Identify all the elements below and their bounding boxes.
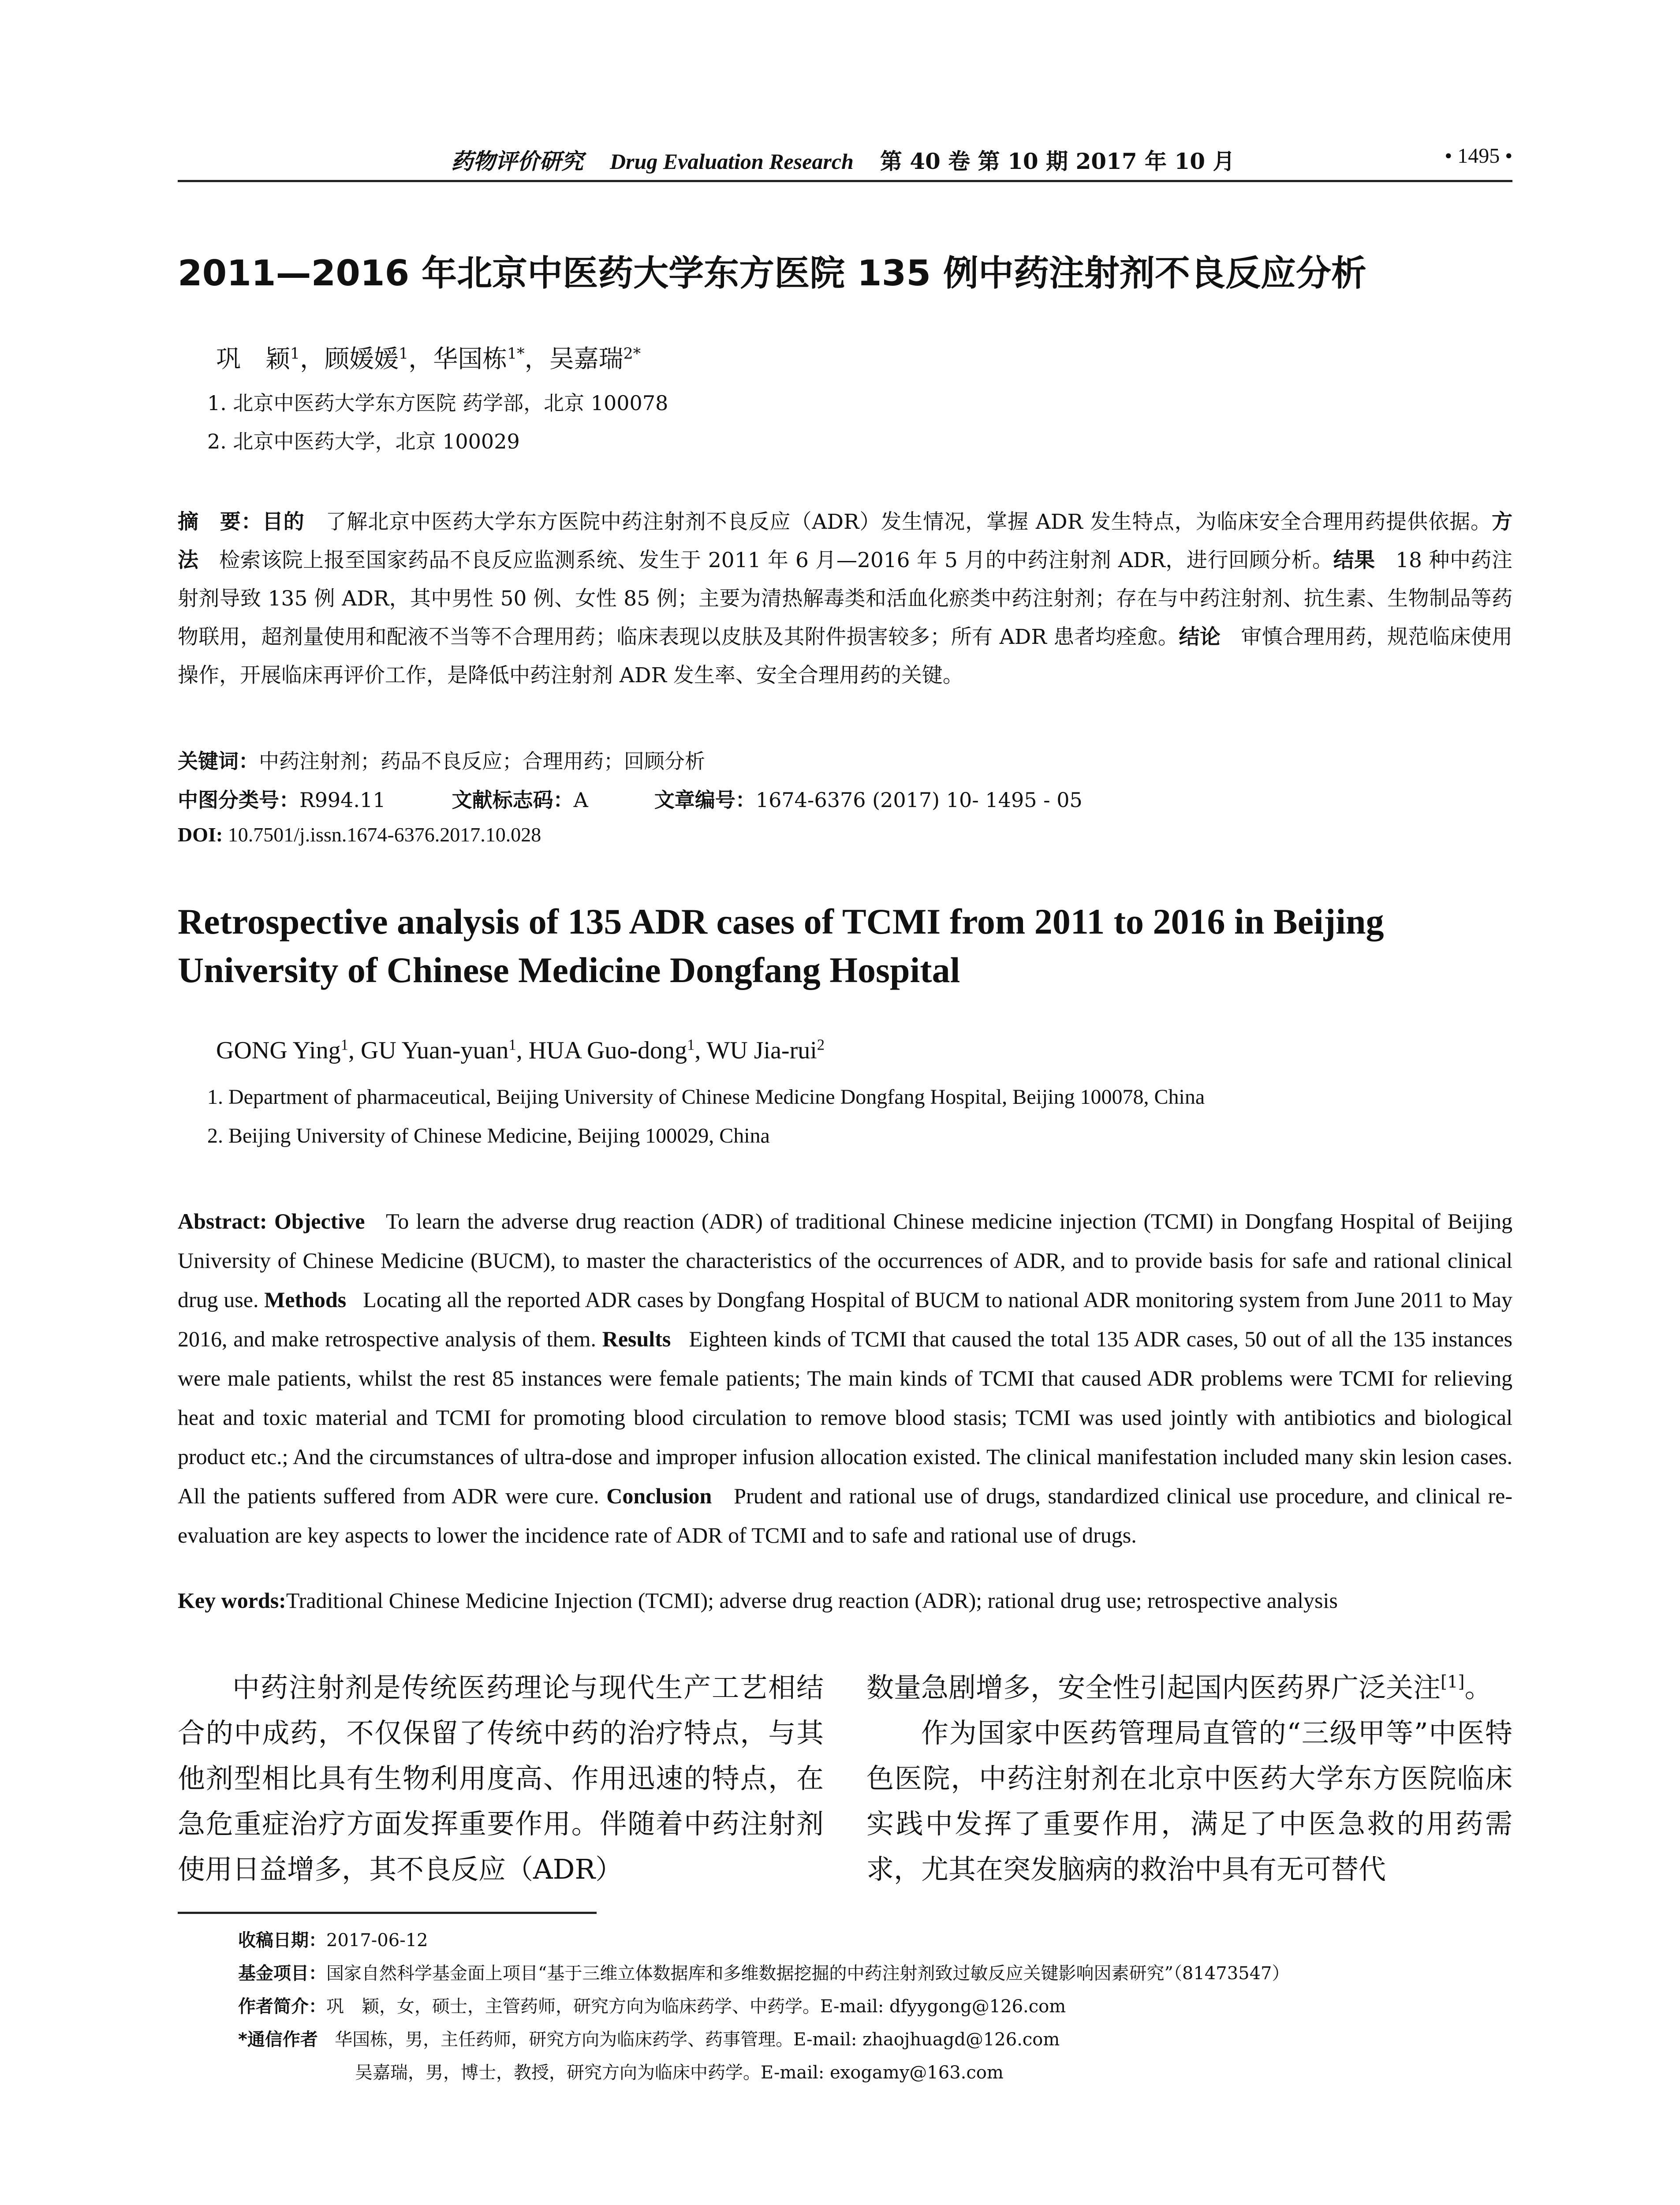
objective-label: 目的 (262, 510, 305, 534)
author-name: GU Yuan-yuan (360, 1037, 509, 1064)
chinese-keywords (178, 745, 705, 774)
author-affil-mark: 2* (623, 345, 641, 363)
chinese-affiliation-1: 1. 北京中医药大学东方医院 药学部，北京 100078 (207, 391, 668, 415)
results-text: 18 种中药注射剂导致 135 例 ADR，其中男性 50 例、女性 85 例；主要为清热解毒类和活血化瘀类中药注射剂；存在与中药注射剂、抗生素、生物制品等药物联用，超剂量使用和配液不当等不合理用药；临床表现以皮肤及其附件损害较多；所有 ADR 患者均痊愈。 (178, 548, 1513, 649)
chinese-authors: 巩 颖$^1$，顾媛媛$^1$，华国栋$^{1*}$，吴嘉瑞$^{2*}$ (216, 345, 641, 374)
abstract-label: Abstract: (178, 1209, 267, 1233)
clc-value: R994.11 (299, 788, 386, 812)
abstract-label: 摘 要： (178, 510, 262, 534)
body-paragraph (866, 1665, 1512, 1710)
body-column-right (866, 1665, 1512, 1892)
doc-code-value: A (573, 788, 588, 812)
author-name: 顾媛媛 (325, 345, 399, 374)
footnote-received (238, 1926, 428, 1951)
body-column-left: 中药注射剂是传统医药理论与现代生产工艺相结合的中成药，不仅保留了传统中药的治疗特点，与其他剂型相比具有生物利用度高、作用迅速的特点，在急危重症治疗方面发挥重要作用。伴随着中药注射剂使用日益增多，其不良反应（ADR） (178, 1671, 824, 1885)
author-affil-mark: 1* (507, 345, 525, 363)
author-info-label: 作者简介： (238, 1996, 326, 2017)
page-number: • 1495 • (1445, 144, 1512, 168)
received-label: 收稿日期： (238, 1930, 326, 1951)
author-affil-mark: 1 (687, 1036, 695, 1054)
keywords-label: 关键词： (178, 749, 259, 773)
doi-line (178, 823, 541, 846)
author-name: 吴嘉瑞 (549, 345, 623, 374)
footnote-fund (238, 1959, 1290, 1984)
clc-label: 中图分类号： (178, 788, 299, 812)
author-name: 华国栋 (433, 345, 508, 374)
english-affiliation-1: 1. Department of pharmaceutical, Beijing University of Chinese Medicine Dongfang Hospital, Beijing 100078, China (207, 1085, 1205, 1109)
corresponding-author-1: 华国栋，男，主任药师，研究方向为临床药学、药事管理。E-mail: zhaojhuagd@126.com (335, 2029, 1060, 2050)
methods-label: Methods (264, 1287, 347, 1312)
chinese-affiliation-2: 2. 北京中医药大学，北京 100029 (207, 430, 520, 453)
received-date: 2017-06-12 (326, 1930, 428, 1951)
author-affil-mark: 1 (508, 1036, 516, 1054)
footnote-author (238, 1992, 1066, 2018)
conclusion-label: Conclusion (606, 1484, 712, 1508)
body-text: 。 (1464, 1671, 1492, 1704)
methods-text: 检索该院上报至国家药品不良反应监测系统、发生于 2011 年 6 月—2016 年 5 月的中药注射剂 ADR，进行回顾分析。 (219, 548, 1333, 572)
english-abstract (178, 1202, 1512, 1555)
results-text: Eighteen kinds of TCMI that caused the total 135 ADR cases, 50 out of all the 135 instances were male patients, whilst the rest 85 instances were female patients; The main kinds of TCMI that caused ADR problems were TCMI for relieving heat and toxic material and TCMI for promoting blood circulation to remove blood stasis; TCMI was used jointly with antibiotics and biological product etc.; And the circumstances of ultra-dose and improper infusion allocation existed. The clinical manifestation included many skin lesion cases. All the patients suffered from ADR were cure. (178, 1327, 1513, 1508)
running-header (178, 140, 1512, 182)
fund-label: 基金项目： (238, 1963, 326, 1984)
keywords-text: Traditional Chinese Medicine Injection (TCMI); adverse drug reaction (ADR); rational drug use; retrospective analysis (286, 1588, 1338, 1613)
author-affil-mark: 1 (340, 1036, 348, 1054)
doc-code-label: 文献标志码： (452, 788, 574, 812)
citation-ref[interactable]: [1] (1441, 1672, 1465, 1692)
keywords-text: 中药注射剂；药品不良反应；合理用药；回顾分析 (259, 749, 705, 773)
conclusion-text: 审慎合理用药，规范临床使用操作，开展临床再评价工作，是降低中药注射剂 ADR 发生率、安全合理用药的关键。 (178, 625, 1513, 688)
body-text: 数量急剧增多，安全性引起国内医药界广泛关注 (866, 1671, 1441, 1704)
author-affil-mark: 1 (290, 345, 300, 363)
author-affil-mark: 1 (399, 345, 409, 363)
author-name: WU Jia-rui (706, 1037, 817, 1064)
author-name: 巩 颖 (216, 345, 290, 374)
objective-text: 了解北京中医药大学东方医院中药注射剂不良反应（ADR）发生情况，掌握 ADR 发生特点，为临床安全合理用药提供依据。 (325, 510, 1492, 534)
journal-line (451, 144, 1235, 176)
results-label: Results (602, 1327, 671, 1351)
english-authors: GONG Ying$^1$, GU Yuan-yuan$^1$, HUA Guo-dong$^1$, WU Jia-rui$^2$ (216, 1036, 825, 1064)
results-label: 结果 (1333, 548, 1375, 572)
author-name: GONG Ying (216, 1037, 341, 1064)
article-no-value: 1674-6376 (2017) 10- 1495 - 05 (755, 788, 1083, 812)
author-affil-mark: 2 (817, 1036, 825, 1054)
corresponding-label: *通信作者 (238, 2029, 318, 2050)
journal-name-cn: 药物评价研究 (451, 148, 583, 174)
conclusion-label: 结论 (1179, 625, 1221, 649)
journal-name-en: Drug Evaluation Research (610, 149, 854, 174)
footnote-divider (178, 1912, 597, 1914)
fund-text: 国家自然科学基金面上项目“基于三维立体数据库和多维数据挖掘的中药注射剂致过敏反应关键影响因素研究”（81473547） (326, 1963, 1290, 1984)
doi-label: DOI: (178, 823, 223, 846)
author-name: HUA Guo-dong (528, 1037, 687, 1064)
chinese-title: 2011—2016 年北京中医药大学东方医院 135 例中药注射剂不良反应分析 (178, 253, 1366, 294)
objective-label: Objective (274, 1209, 365, 1233)
english-affiliation-2: 2. Beijing University of Chinese Medicine, Beijing 100029, China (207, 1124, 770, 1147)
keywords-label: Key words: (178, 1588, 286, 1613)
chinese-abstract (178, 503, 1512, 695)
doi-link[interactable]: 10.7501/j.issn.1674-6376.2017.10.028 (228, 823, 541, 846)
methods-label: 方法 (178, 510, 1513, 572)
english-keywords (178, 1588, 1512, 1613)
english-title: Retrospective analysis of 135 ADR cases of TCMI from 2011 to 2016 in Beijing University of Chinese Medicine Dongfang Hospital (178, 901, 1384, 990)
classification-line (178, 784, 1083, 813)
footnote-corresponding (238, 2026, 1060, 2051)
methods-text: Locating all the reported ADR cases by Dongfang Hospital of BUCM to national ADR monitoring system from June 2011 to May 2016, and make retrospective analysis of them. (178, 1287, 1513, 1351)
article-no-label: 文章编号： (654, 788, 756, 812)
conclusion-text: Prudent and rational use of drugs, standardized clinical use procedure, and clinical re-evaluation are key aspects to lower the incidence rate of ADR of TCMI and to safe and rational use of drugs. (178, 1484, 1513, 1547)
author-info-text: 巩 颖，女，硕士，主管药师，研究方向为临床药学、中药学。E-mail: dfyygong@126.com (326, 1996, 1066, 2017)
objective-text: To learn the adverse drug reaction (ADR) of traditional Chinese medicine injection (TCMI) in Dongfang Hospital of Beijing University of Chinese Medicine (BUCM), to master the characteristics of the occurrences of ADR, and to provide basis for safe and rational clinical drug use. (178, 1209, 1512, 1312)
corresponding-author-2: 吴嘉瑞，男，博士，教授，研究方向为临床中药学。E-mail: exogamy@163.com (355, 2063, 1004, 2083)
issue-info: 第 40 卷 第 10 期 2017 年 10 月 (880, 148, 1235, 174)
body-paragraph: 作为国家中医药管理局直管的“三级甲等”中医特色医院，中药注射剂在北京中医药大学东方医院临床实践中发挥了重要作用，满足了中医急救的用药需求，尤其在突发脑病的救治中具有无可替代 (866, 1717, 1512, 1885)
